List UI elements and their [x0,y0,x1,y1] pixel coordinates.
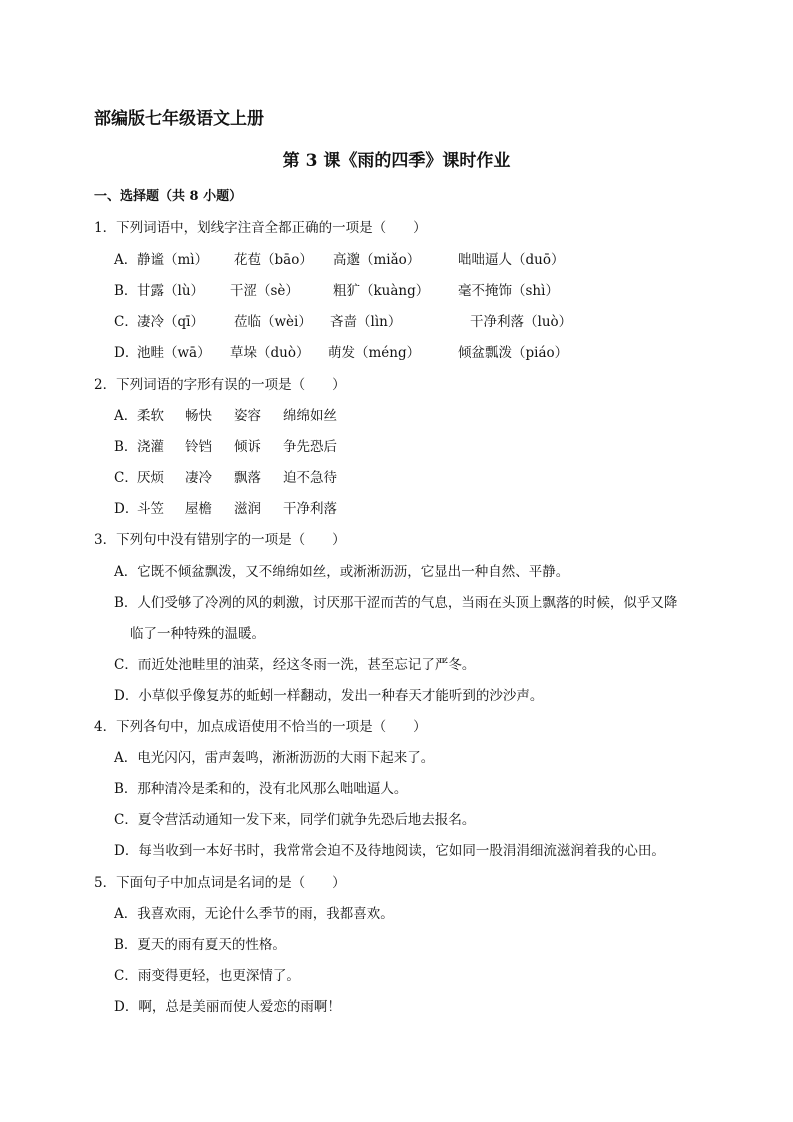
q2-word: 浇灌 [137,439,164,455]
q4-option-c: C．夏令营活动通知一发下来，同学们就争先恐后地去报名。 [114,812,476,828]
q2-word: 厌烦 [137,470,164,486]
q5-option-a: A．我喜欢雨，无论什么季节的雨，我都喜欢。 [114,906,394,922]
section-title: 一、选择题（共 8 小题） [94,189,243,204]
q5-option-d: D．啊，总是美丽而使人爱恋的雨啊！ [114,999,341,1015]
q2-word: 倾诉 [234,439,261,455]
question-1-stem: 1．下列词语中，划线字注音全都正确的一项是（ ） [94,220,427,236]
q2-word: 铃铛 [185,439,212,455]
q2-option-letter: B． [114,439,138,455]
q1-word: 萌发（méng） [328,345,421,361]
q1-word: 干涩（sè） [230,283,299,299]
q1-word: 干净利落（luò） [470,314,573,330]
q4-option-b: B．那种清冷是柔和的，没有北风那么咄咄逼人。 [114,781,408,797]
q2-option-letter: C． [114,470,138,486]
q1-word: 草垛（duò） [230,345,310,361]
q1-word: 池畦（wā） [137,345,211,361]
q4-option-a: A．电光闪闪，雷声轰鸣，淅淅沥沥的大雨下起来了。 [114,750,435,766]
q1-word: 倾盆瓢泼（piáo） [458,345,569,361]
q3-option-a: A．它既不倾盆飘泼，又不绵绵如丝，或淅淅沥沥，它显出一种自然、平静。 [114,564,570,580]
q2-word: 飘落 [234,470,261,486]
q2-word: 畅快 [185,408,212,424]
q1-option-letter: D． [114,345,139,361]
q2-word: 屋檐 [185,501,212,517]
q3-option-b: B．人们受够了冷冽的风的刺激，讨厌那干涩而苦的气息，当雨在头顶上飘落的时候，似乎又降 [114,595,678,611]
q2-word: 斗笠 [137,501,164,517]
q1-option-letter: C． [114,314,138,330]
q2-option-letter: A． [114,408,138,424]
q2-word: 凄冷 [185,470,212,486]
q1-word: 吝啬（lìn） [330,314,402,330]
q2-word: 柔软 [137,408,164,424]
q1-word: 甘露（lù） [137,283,205,299]
q3-option-b-continued: 临了一种特殊的温暖。 [130,626,265,642]
q2-word: 绵绵如丝 [283,408,337,424]
q2-word: 争先恐后 [283,439,337,455]
question-2-stem: 2．下列词语的字形有误的一项是（ ） [94,377,346,393]
question-5-stem: 5．下面句子中加点词是名词的是（ ） [94,875,346,891]
q5-option-c: C．雨变得更轻，也更深情了。 [114,968,300,984]
question-3-stem: 3．下列句中没有错别字的一项是（ ） [94,532,346,548]
q1-option-letter: A． [114,252,138,268]
q2-word: 干净利落 [283,501,337,517]
q1-word: 莅临（wèi） [234,314,312,330]
q2-word: 滋润 [234,501,261,517]
q1-word: 粗犷（kuàng） [333,283,430,299]
book-title: 部编版七年级语文上册 [94,109,264,129]
q1-word: 凄冷（qī） [137,314,204,330]
q1-word: 高邈（miǎo） [333,252,421,268]
document-title: 第 3 课《雨的四季》课时作业 [282,151,511,171]
q1-word: 静谧（mì） [137,252,209,268]
q2-option-letter: D． [114,501,139,517]
q1-word: 毫不掩饰（shì） [458,283,559,299]
q1-word: 花苞（bāo） [234,252,313,268]
q3-option-d: D．小草似乎像复苏的蚯蚓一样翻动，发出一种春天才能听到的沙沙声。 [114,688,544,704]
q3-option-c: C．而近处池畦里的油菜，经这冬雨一洗，甚至忘记了严冬。 [114,657,476,673]
question-4-stem: 4．下列各句中，加点成语使用不恰当的一项是（ ） [94,719,427,735]
q4-option-d: D．每当收到一本好书时，我常常会迫不及待地阅读，它如同一股涓涓细流滋润着我的心田。 [114,843,665,859]
q1-option-letter: B． [114,283,138,299]
q2-word: 姿容 [234,408,261,424]
q2-word: 迫不急待 [283,470,337,486]
q5-option-b: B．夏天的雨有夏天的性格。 [114,937,286,953]
q1-word: 咄咄逼人（duō） [458,252,565,268]
